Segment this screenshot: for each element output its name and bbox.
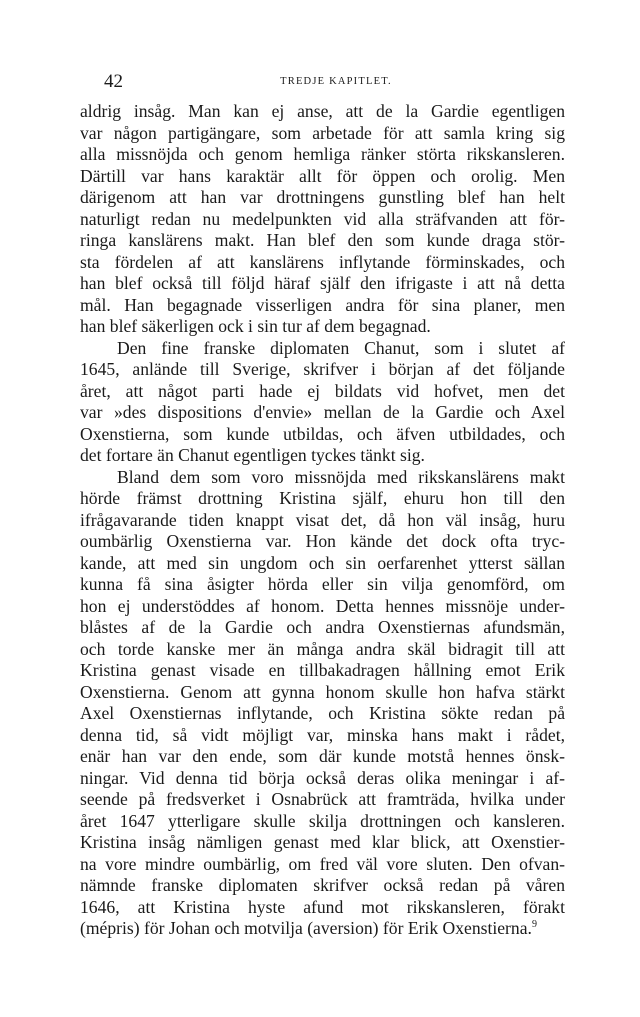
body-text (80, 101, 565, 940)
text-line: aldrig insåg. Man kan ej anse, att de la Gardie egentligen (80, 101, 565, 121)
text-line: naturligt redan nu medelpunkten vid alla sträfvanden att för- (80, 208, 565, 229)
text-line: Kristina insåg nämligen genast med klar blick, att Oxenstier- (80, 832, 565, 852)
text-line: seende på fredsverket i Osnabrück att framträda, hvilka under (80, 789, 565, 809)
text-line: enär han var den ende, som där kunde motstå hennes önsk- (80, 746, 565, 766)
text-line: kunna få sina åsigter hörda eller sin vilja genomförd, om (80, 574, 565, 594)
text-line: na vore mindre oumbärlig, om fred väl vore sluten. Den ofvan- (80, 853, 565, 874)
paragraph-start-line: Den fine franske diplomaten Chanut, som i slutet af (117, 337, 565, 358)
text-line: Axel Oxenstiernas inflytande, och Kristina sökte redan på (80, 703, 565, 723)
text-line: Oxenstierna, som kunde utbildas, och äfven utbildades, och (80, 423, 565, 444)
text-line: Kristina genast visade en tillbakadragen hållning emot Erik (80, 660, 565, 680)
text-line: Därtill var hans karaktär allt för öppen och orolig. Men (80, 165, 565, 186)
final-line-text: (mépris) för Johan och motvilja (aversion) för Erik Oxenstierna. (80, 918, 532, 938)
paragraph-end-line: han blef säkerligen ock i sin tur af dem begagnad. (80, 316, 431, 336)
text-line: alla missnöjda och genom hemliga ränker störta rikskansleren. (80, 144, 565, 164)
text-line: var någon partigängare, som arbetade för att samla kring sig (80, 122, 565, 143)
text-line: hon ej understöddes af honom. Detta hennes missnöje under- (80, 595, 565, 616)
text-line: sta fördelen af att kanslärens inflytande förminskades, och (80, 251, 565, 272)
footnote-marker[interactable]: 9 (531, 919, 537, 930)
text-line: ringa kanslärens makt. Han blef den som kunde draga stör- (80, 230, 565, 250)
paragraph-end-line (80, 918, 565, 940)
text-line: ningar. Vid denna tid börja också deras olika meningar i af- (80, 767, 565, 788)
page-number: 42 (104, 71, 123, 92)
text-line: och torde kanske mer än många andra skäl bidragit till att (80, 638, 565, 659)
text-line: var »des dispositions d'envie» mellan de la Gardie och Axel (80, 402, 565, 422)
text-line: ifrågavarande tiden knappt visat det, då hon väl insåg, huru (80, 509, 565, 530)
paragraph-end-line: det fortare än Chanut egentligen tyckes tänkt sig. (80, 445, 425, 465)
text-line: året 1647 ytterligare skulle skilja drottningen och kansleren. (80, 810, 565, 831)
text-line: han blef också till följd häraf själf den ifrigaste i att nå detta (80, 273, 565, 293)
text-line: året, att något parti hade ej bildats vid hofvet, men det (80, 380, 565, 401)
text-line: oumbärlig Oxenstierna var. Hon kände det dock ofta tryc- (80, 531, 565, 551)
text-line: Oxenstierna. Genom att gynna honom skulle hon hafva stärkt (80, 681, 565, 702)
text-line: 1645, anlände till Sverige, skrifver i början af det följande (80, 359, 565, 379)
text-line: hörde främst drottning Kristina själf, ehuru hon till den (80, 488, 565, 508)
text-line: kande, att med sin ungdom och sin oerfarenhet ytterst sällan (80, 552, 565, 573)
running-head: TREDJE KAPITLET. (280, 76, 392, 87)
text-line: blåstes af de la Gardie och andra Oxenstiernas afundsmän, (80, 617, 565, 637)
text-line: 1646, att Kristina hyste afund mot rikskansleren, förakt (80, 896, 565, 917)
paragraph-start-line: Bland dem som voro missnöjda med rikskanslärens makt (117, 466, 565, 487)
text-line: därigenom att han var drottningens gunstling blef han helt (80, 187, 565, 207)
text-line: mål. Han begagnade visserligen andra för sina planer, men (80, 294, 565, 315)
text-line: denna tid, så vidt möjligt var, minska hans makt i rådet, (80, 724, 565, 745)
page-header (82, 70, 562, 94)
text-line: nämnde franske diplomaten skrifver också redan på våren (80, 875, 565, 895)
